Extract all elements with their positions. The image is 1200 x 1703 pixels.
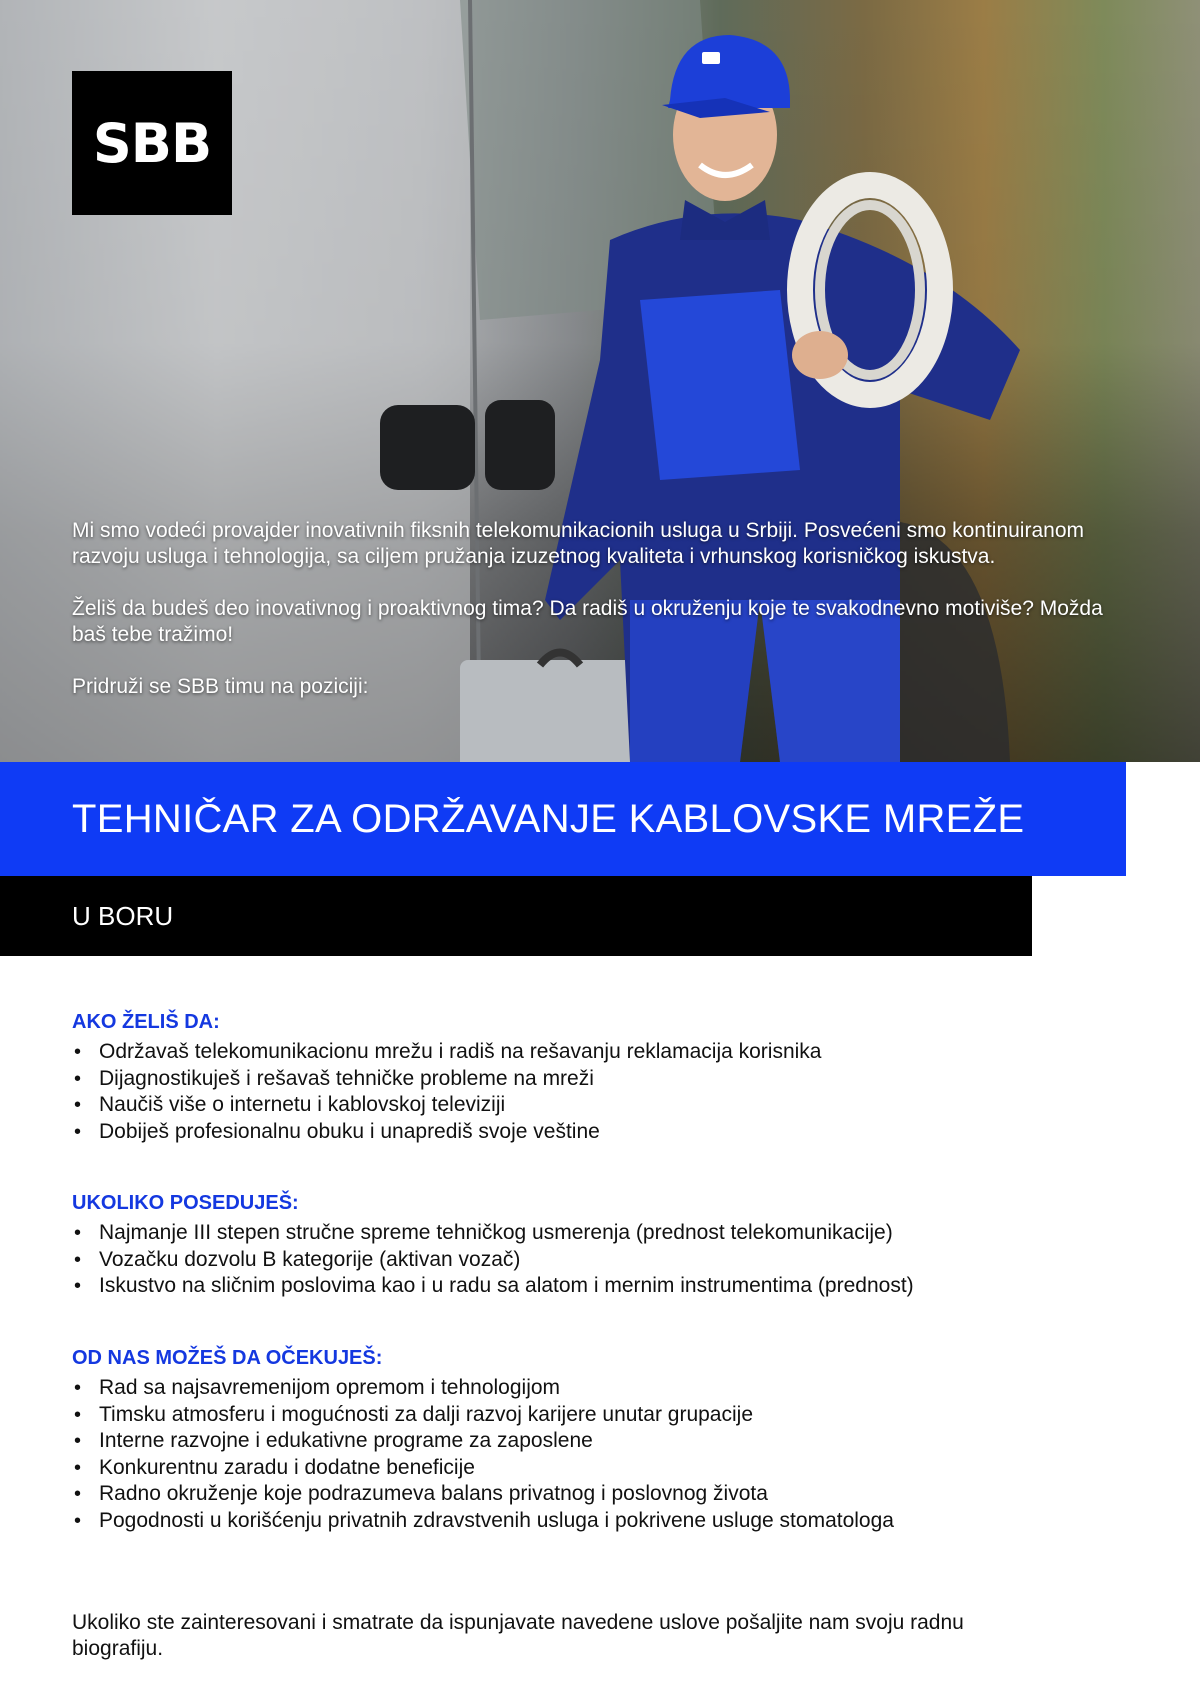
sbb-logo xyxy=(72,71,232,215)
bullet-list xyxy=(72,1220,1132,1300)
bullet-list xyxy=(72,1039,1132,1145)
list-item: • Naučiš više o internetu i kablovskoj televiziji xyxy=(72,1092,1132,1119)
section-heading: AKO ŽELIŠ DA: xyxy=(72,1011,220,1033)
list-item: • Održavaš telekomunikacionu mrežu i radiš na rešavanju reklamacija korisnika xyxy=(72,1039,1132,1066)
intro-paragraph: Želiš da budeš deo inovativnog i proaktivnog tima? Da radiš u okruženju koje te svakodnevno motiviše? Možda baš tebe tražimo! xyxy=(72,597,1103,646)
closing-text: Ukoliko ste zainteresovani i smatrate da ispunjavate navedene uslove pošaljite nam svoju radnu biografiju. xyxy=(72,1611,964,1660)
list-item: • Dijagnostikuješ i rešavaš tehničke probleme na mreži xyxy=(72,1066,1132,1093)
list-item: • Interne razvojne i edukativne programe za zaposlene xyxy=(72,1428,1132,1455)
intro-paragraph: Pridruži se SBB timu na poziciji: xyxy=(72,675,369,698)
hero-banner xyxy=(0,0,1200,762)
list-item: • Iskustvo na sličnim poslovima kao i u radu sa alatom i mernim instrumentima (prednost) xyxy=(72,1273,1132,1300)
job-title: TEHNIČAR ZA ODRŽAVANJE KABLOVSKE MREŽE xyxy=(72,796,1025,841)
list-item: • Pogodnosti u korišćenju privatnih zdravstvenih usluga i pokrivene usluge stomatologa xyxy=(72,1508,1132,1535)
list-item: • Rad sa najsavremenijom opremom i tehnologijom xyxy=(72,1375,1132,1402)
section-heading: OD NAS MOŽEŠ DA OČEKUJEŠ: xyxy=(72,1347,383,1369)
intro-paragraph: Mi smo vodeći provajder inovativnih fiksnih telekomunikacionih usluga u Srbiji. Posvećeni smo kontinuiranom razvoju usluga i tehnologija, sa ciljem pružanja izuzetnog kvaliteta i vrhunskog korisničkog iskustva. xyxy=(72,519,1084,568)
section-wishes xyxy=(72,1009,1132,1145)
intro-text xyxy=(72,518,1132,700)
section-requirements xyxy=(72,1190,1132,1300)
section-benefits xyxy=(72,1345,1132,1534)
list-item: • Najmanje III stepen stručne spreme tehničkog usmerenja (prednost telekomunikacije) xyxy=(72,1220,1132,1247)
list-item: • Radno okruženje koje podrazumeva balans privatnog i poslovnog života xyxy=(72,1481,1132,1508)
list-item: • Timsku atmosferu i mogućnosti za dalji razvoj karijere unutar grupacije xyxy=(72,1402,1132,1429)
list-item: • Dobiješ profesionalnu obuku i unaprediš svoje veštine xyxy=(72,1119,1132,1146)
list-item: • Konkurentnu zaradu i dodatne beneficije xyxy=(72,1455,1132,1482)
bullet-list xyxy=(72,1375,1132,1534)
job-title-band xyxy=(0,762,1126,876)
list-item: • Vozačku dozvolu B kategorije (aktivan vozač) xyxy=(72,1247,1132,1274)
job-location-band xyxy=(0,876,1032,956)
section-heading: UKOLIKO POSEDUJEŠ: xyxy=(72,1192,299,1214)
logo-text: SBB xyxy=(92,111,212,175)
job-location: U BORU xyxy=(72,900,174,931)
